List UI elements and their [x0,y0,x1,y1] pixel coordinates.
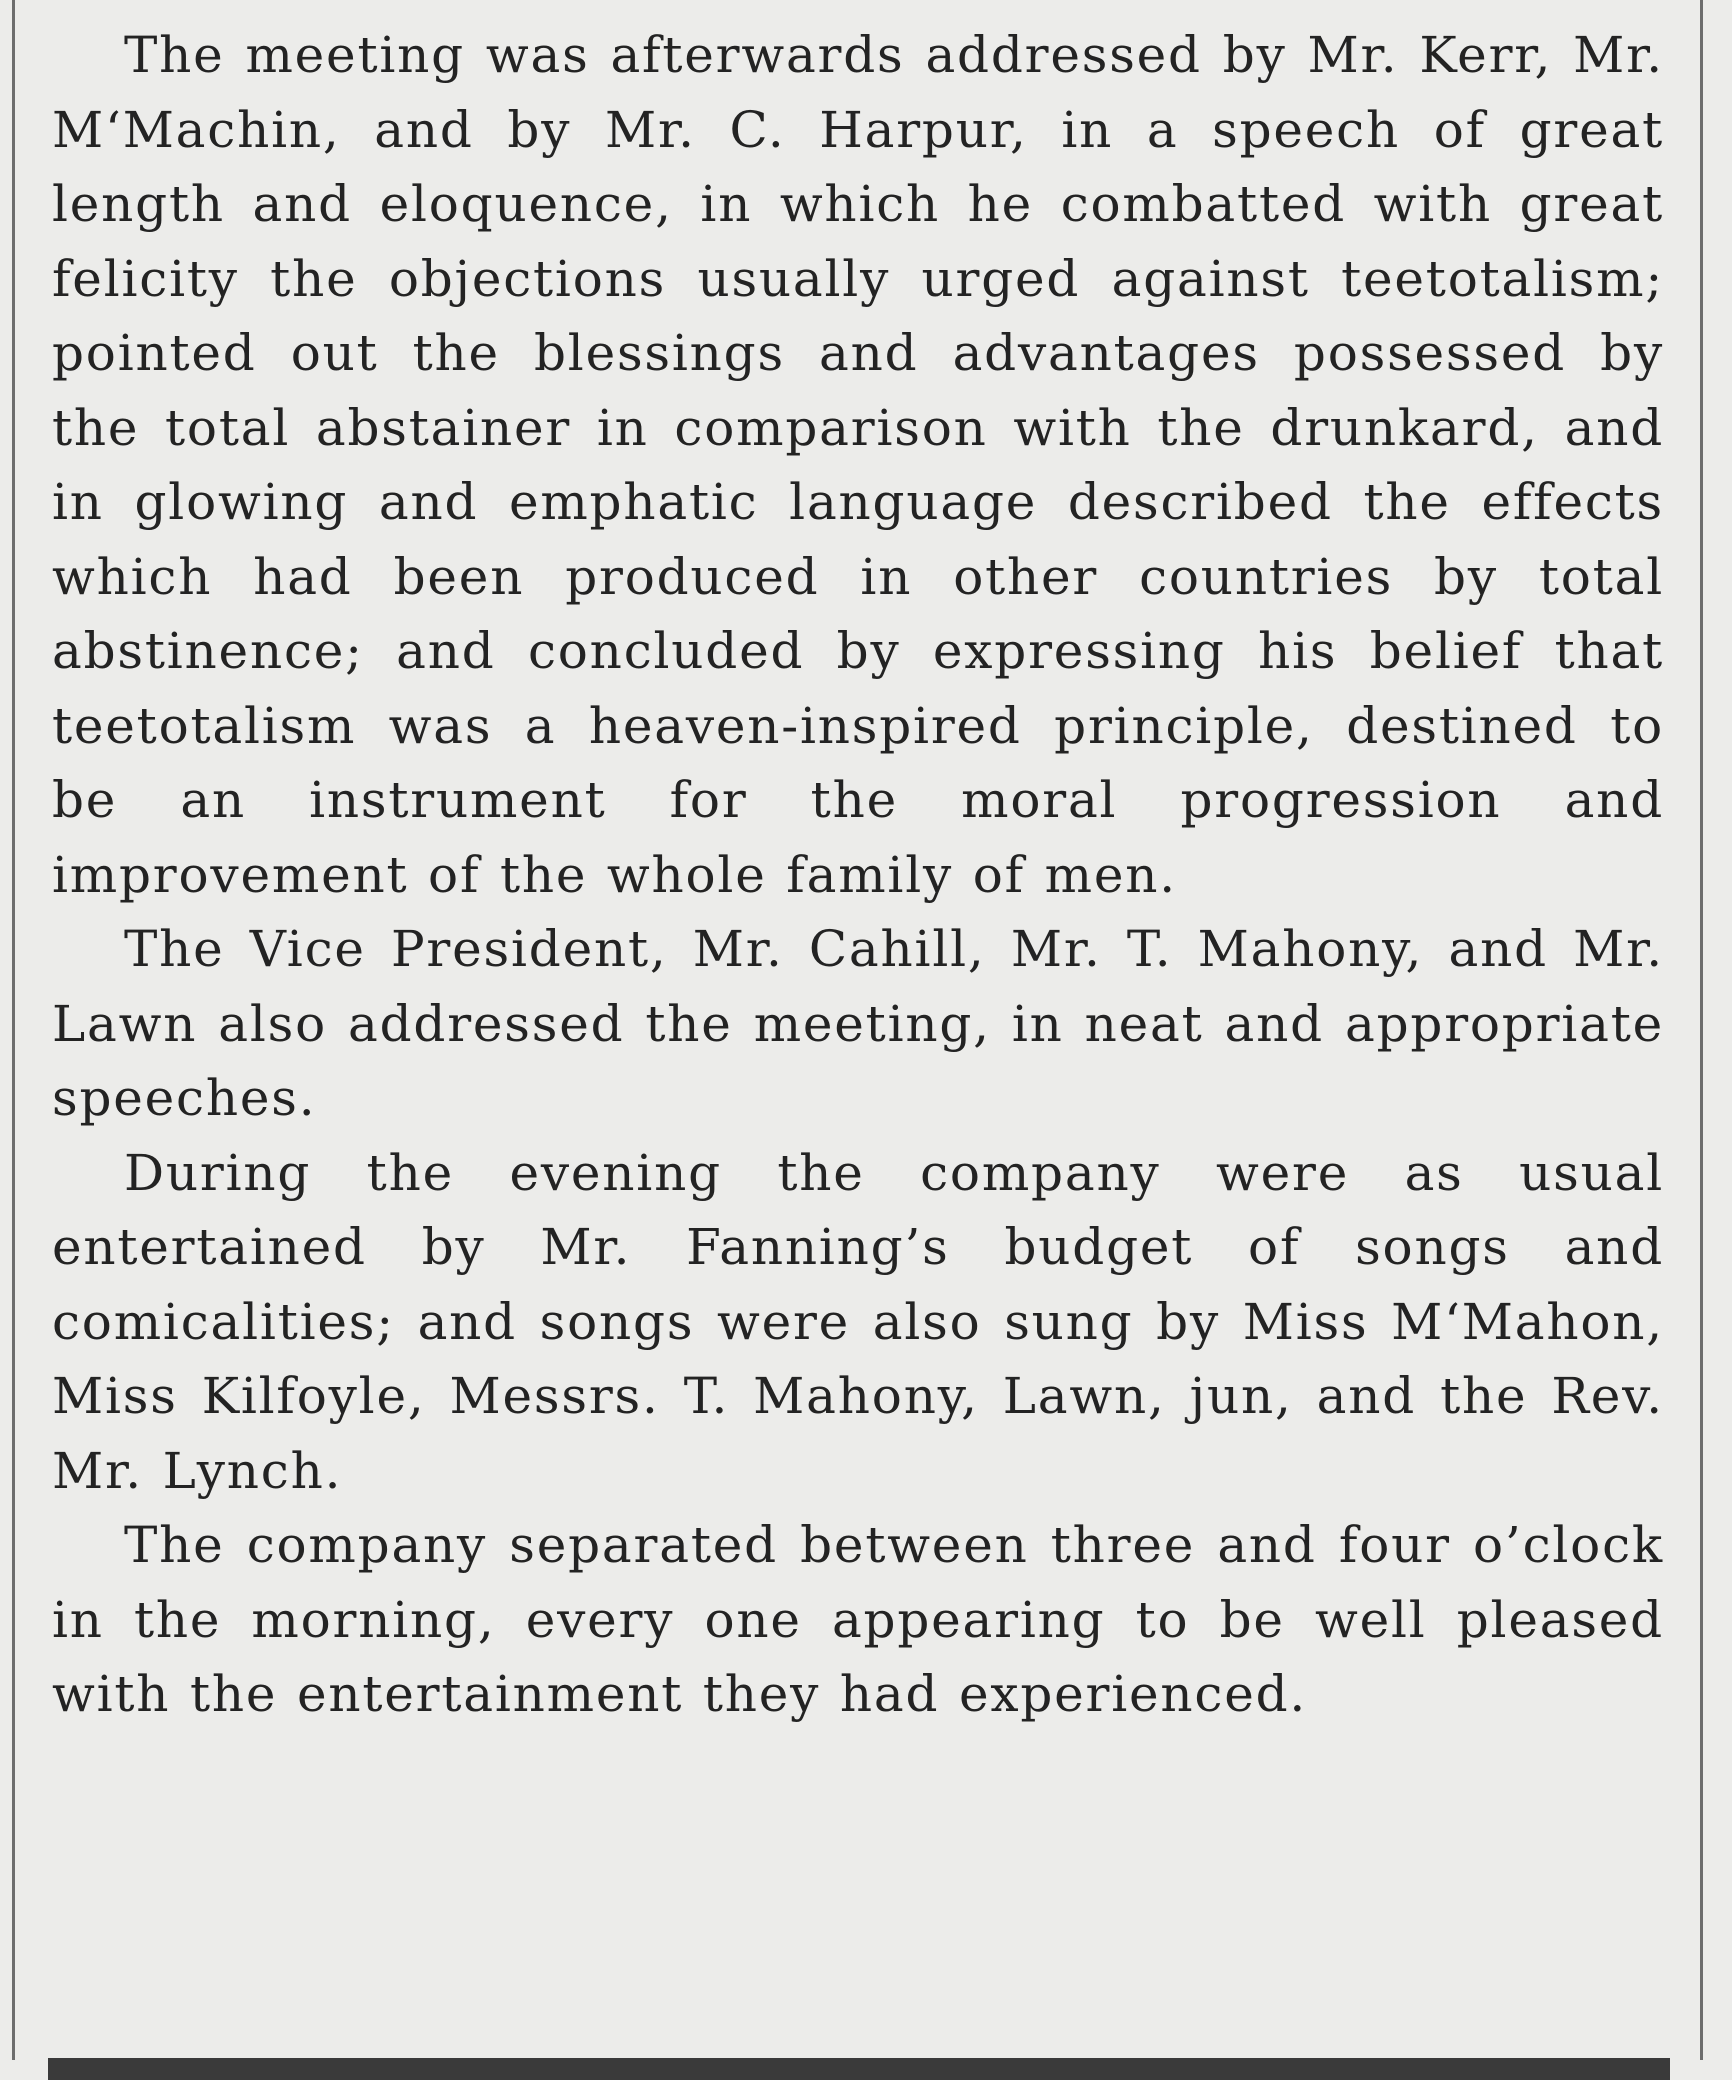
article-paragraph-2: The Vice President, Mr. Cahill, Mr. T. Mahony, and Mr. Lawn also addressed the meeting, in neat and appropriate speeches. [52,920,1664,1127]
article-paragraph-4: The company separated between three and four o’clock in the morning, every one appearing to be well pleased with the entertainment they had experienced. [52,1516,1664,1723]
column-rule-bottom [48,2058,1670,2080]
article-column [52,18,1664,1732]
article-paragraph-1: The meeting was afterwards addressed by Mr. Kerr, Mr. M‘Machin, and by Mr. C. Harpur, in a speech of great length and eloquence, in which he combatted with great felicity the objections usually urged against teetotalism; pointed out the blessings and advantages possessed by the total abstainer in comparison with the drunkard, and in glowing and emphatic language described the effects which had been produced in other countries by total abstinence; and concluded by expressing his belief that teetotalism was a heaven-inspired principle, destined to be an instrument for the moral progression and improvement of the whole family of men. [52,26,1664,904]
column-rule-right [1700,0,1703,2060]
article-paragraph-3: During the evening the company were as usual entertained by Mr. Fanning’s budget of songs and comicalities; and songs were also sung by Miss M‘Mahon, Miss Kilfoyle, Messrs. T. Mahony, Lawn, jun, and the Rev. Mr. Lynch. [52,1143,1664,1500]
column-rule-left [12,0,15,2060]
